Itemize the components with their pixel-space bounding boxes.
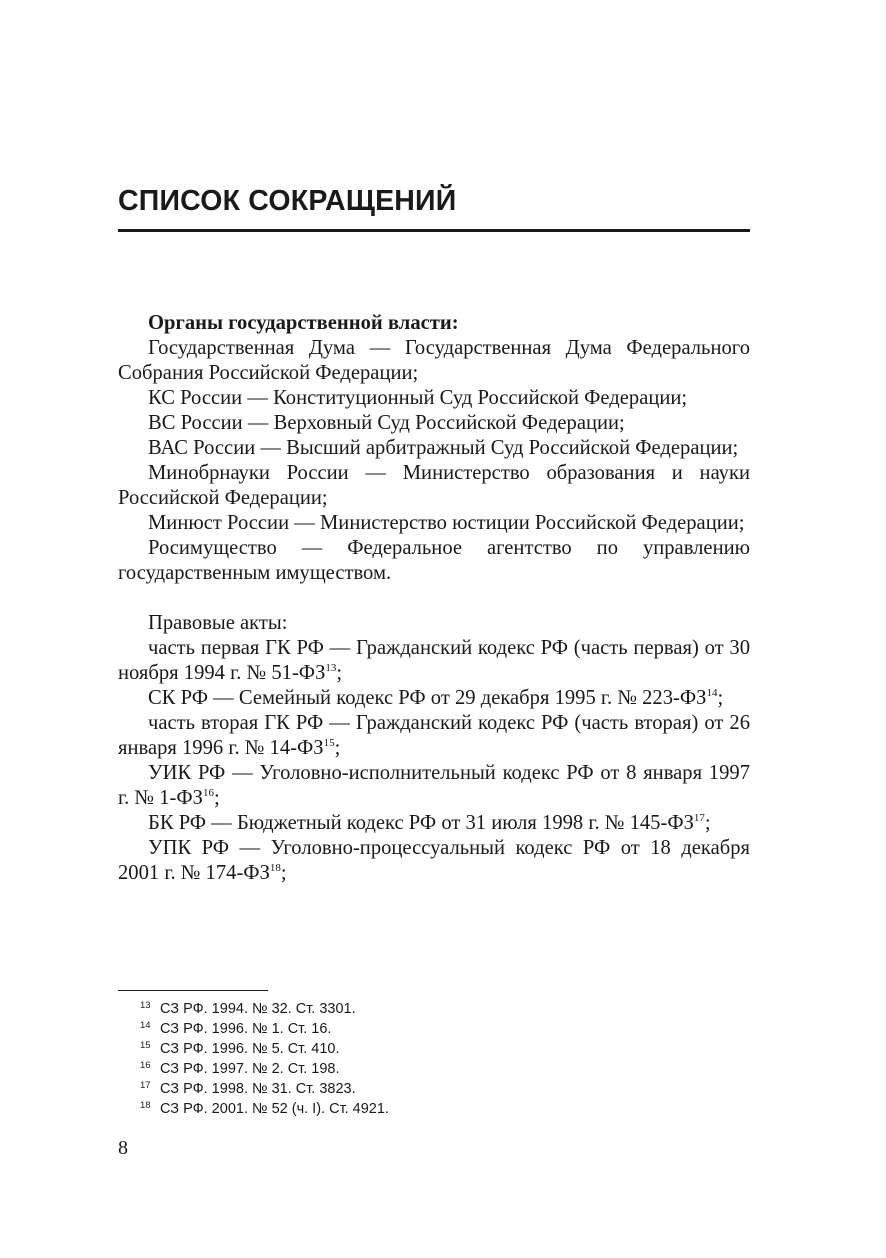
footnote-number: 16 bbox=[140, 1060, 151, 1071]
footnote-text: СЗ РФ. 1997. № 2. Ст. 198. bbox=[160, 1061, 340, 1077]
page-title: СПИСОК СОКРАЩЕНИЙ bbox=[118, 185, 457, 217]
footnote-number: 13 bbox=[140, 1000, 151, 1011]
footnote-text: СЗ РФ. 1996. № 5. Ст. 410. bbox=[160, 1041, 340, 1057]
footnote bbox=[140, 1080, 389, 1100]
footnote-ref: 13 bbox=[325, 662, 337, 674]
act-item: часть первая ГК РФ — Гражданский кодекс РФ (часть первая) от 30 ноября 1994 г. № 51-ФЗ$^{13}$; bbox=[118, 637, 750, 684]
footnote-separator bbox=[118, 990, 268, 991]
gov-item: ВС России — Верховный Суд Российской Федерации; bbox=[148, 412, 625, 434]
footnote-number: 15 bbox=[140, 1040, 151, 1051]
act-item: УИК РФ — Уголовно-исполнительный кодекс РФ от 8 января 1997 г. № 1-ФЗ$^{16}$; bbox=[118, 762, 750, 809]
page-number: 8 bbox=[118, 1137, 128, 1159]
act-item: СК РФ — Семейный кодекс РФ от 29 декабря 1995 г. № 223-ФЗ$^{14}$; bbox=[148, 687, 724, 709]
footnote bbox=[140, 1020, 389, 1040]
footnote-text: СЗ РФ. 1996. № 1. Ст. 16. bbox=[160, 1021, 332, 1037]
section-gap bbox=[118, 586, 750, 611]
gov-item: ВАС России — Высший арбитражный Суд Российской Федерации; bbox=[148, 437, 739, 459]
footnote-number: 14 bbox=[140, 1020, 151, 1031]
footnote-ref: 14 bbox=[706, 687, 718, 699]
title-underline bbox=[118, 229, 750, 232]
footnote-text: СЗ РФ. 1994. № 32. Ст. 3301. bbox=[160, 1001, 356, 1017]
footnote bbox=[140, 1100, 389, 1120]
footnote-text: СЗ РФ. 2001. № 52 (ч. I). Ст. 4921. bbox=[160, 1101, 389, 1117]
acts-section-heading: Правовые акты: bbox=[148, 612, 288, 634]
abbreviations-body bbox=[118, 311, 750, 886]
gov-section-heading: Органы государственной власти: bbox=[148, 312, 459, 334]
gov-item: Государственная Дума — Государственная Дума Федерального Собрания Российской Федерации; bbox=[118, 337, 750, 384]
footnote-ref: 15 bbox=[323, 737, 335, 749]
footnotes bbox=[140, 1000, 389, 1120]
gov-item: Росимущество — Федеральное агентство по управлению государственным имуществом. bbox=[118, 537, 750, 584]
footnote-number: 18 bbox=[140, 1100, 151, 1111]
gov-item: КС России — Конституционный Суд Российской Федерации; bbox=[148, 387, 688, 409]
footnote bbox=[140, 1000, 389, 1020]
footnote bbox=[140, 1060, 389, 1080]
gov-item: Минобрнауки России — Министерство образования и науки Российской Федерации; bbox=[118, 462, 750, 509]
footnote-ref: 17 bbox=[693, 812, 705, 824]
footnote-ref: 16 bbox=[202, 787, 214, 799]
act-item: часть вторая ГК РФ — Гражданский кодекс РФ (часть вторая) от 26 января 1996 г. № 14-ФЗ$^{15}$; bbox=[118, 712, 750, 759]
footnote bbox=[140, 1040, 389, 1060]
act-item: УПК РФ — Уголовно-процессуальный кодекс РФ от 18 декабря 2001 г. № 174-ФЗ$^{18}$; bbox=[118, 837, 750, 884]
footnote-number: 17 bbox=[140, 1080, 151, 1091]
footnote-text: СЗ РФ. 1998. № 31. Ст. 3823. bbox=[160, 1081, 356, 1097]
footnote-ref: 18 bbox=[269, 862, 281, 874]
gov-item: Минюст России — Министерство юстиции Российской Федерации; bbox=[148, 512, 745, 534]
act-item: БК РФ — Бюджетный кодекс РФ от 31 июля 1998 г. № 145-ФЗ$^{17}$; bbox=[148, 812, 711, 834]
